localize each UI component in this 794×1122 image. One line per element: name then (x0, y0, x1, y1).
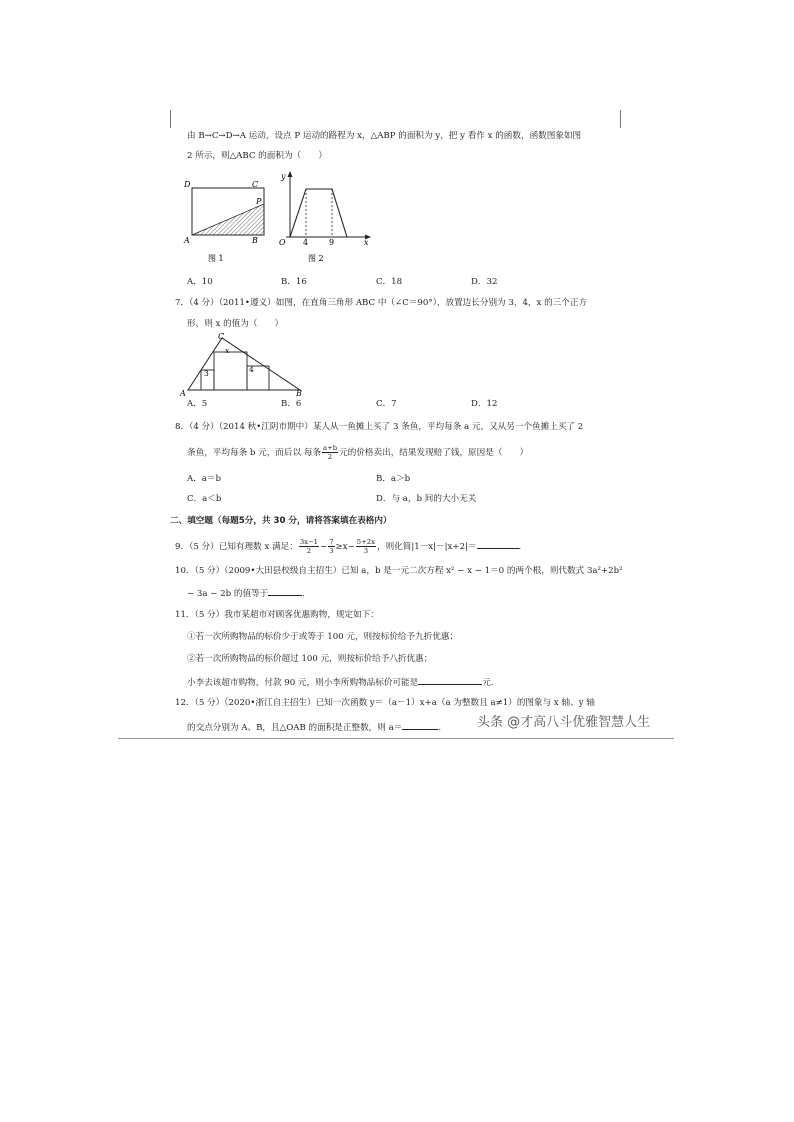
q12-text-line2-start: 的交点分别为 A、B，且△OAB 的面积是正整数，则 a＝ (187, 723, 403, 733)
q8-text-line2-end: 元的价格卖出，结果发现赔了钱，原因是（ ） (339, 448, 529, 458)
q12-text-line1: 12．（5 分）（2020•浙江自主招生）已知一次函数 y＝（a－1）x+a（a 为整数且 a≠1）的图象与 x 轴、y 轴 (175, 698, 595, 708)
q6-figure-2 (276, 168, 376, 272)
right-triangle-abc (188, 338, 300, 390)
section-2-heading: 二、填空题（每题5分，共 30 分，请将答案填在表格内） (170, 516, 392, 526)
q12-period: ． (438, 723, 447, 733)
label-A: A (180, 389, 186, 398)
q6-option-d: D．32 (471, 277, 498, 287)
q11-unit: 元． (482, 678, 500, 688)
label-A: A (184, 236, 190, 245)
axis-label-y: y (281, 172, 286, 181)
q6-option-a: A．10 (187, 277, 213, 287)
figure-1-caption: 图 1 (208, 254, 224, 263)
q9-fraction-1-denominator: 2 (306, 547, 312, 555)
q8-option-c: C．a＜b (187, 494, 222, 504)
q6-option-b: B．16 (281, 277, 307, 287)
label-4: 4 (249, 365, 254, 374)
label-x: x (225, 346, 230, 355)
label-C: C (252, 180, 259, 189)
q7-text-line2: 形，则 x 的值为（ ） (187, 319, 284, 329)
q12-answer-blank[interactable] (402, 720, 438, 730)
q9-text-mid: ≥x− (335, 542, 355, 552)
q8-text-line2 (187, 444, 528, 461)
q6-figure-1 (176, 170, 276, 270)
corner-mark-top-left (170, 110, 171, 128)
q9-fraction-3-numerator: 5+2x (356, 538, 375, 546)
label-D: D (184, 180, 191, 189)
q8-text-line1: 8．（4 分）（2014 秋•江阴市期中）某人从一鱼摊上买了 3 条鱼，平均每条 a 元，又从另一个鱼摊上买了 2 (175, 422, 584, 432)
q9-fraction-2-denominator: 3 (329, 547, 334, 555)
q10-text-line2-start: − 3a − 2b 的值等于 (187, 589, 269, 599)
q8-text-line2-start: 条鱼，平均每条 b 元，而后以 每条 (187, 448, 322, 458)
q9-text-start: 9．（5 分）已知有理数 x 满足： (175, 542, 298, 552)
function-graph (290, 189, 347, 237)
label-3: 3 (204, 369, 209, 378)
watermark-text: 头条 @才高八斗优雅智慧人生 (477, 715, 651, 730)
corner-mark-top-right (620, 110, 621, 128)
q9-fraction-3 (356, 538, 376, 555)
q9-answer-blank[interactable] (477, 539, 519, 549)
q9-operator: − (320, 542, 328, 552)
q6-option-c: C．18 (376, 277, 403, 287)
q7-option-b: B．6 (281, 399, 302, 409)
q6-text-line2: 2 所示，则△ABC 的面积为（ ） (187, 151, 327, 161)
q9-text (175, 538, 527, 555)
q9-fraction-2-numerator: 7 (329, 538, 334, 546)
figure-2-caption: 图 2 (308, 254, 324, 263)
q10-answer-blank[interactable] (268, 586, 302, 596)
q8-fraction-numerator: a+b (323, 444, 338, 452)
q7-option-a: A．5 (187, 399, 208, 409)
q9-fraction-3-denominator: 3 (363, 547, 369, 555)
label-B: B (252, 236, 258, 245)
q8-fraction-denominator: 2 (327, 453, 333, 461)
q10-text-line1: 10．（5 分）（2009•大田县校级自主招生）已知 a，b 是一元二次方程 x² − x − 1＝0 的两个根，则代数式 3a²+2b² (175, 566, 623, 576)
q7-option-d: D．12 (471, 399, 498, 409)
q9-text-end: ，则化简|1－x|－|x+2|＝ (376, 542, 477, 552)
q11-rule-2: ②若一次所购物品的标价超过 100 元，则按标价给予八折优惠； (187, 654, 433, 664)
q9-period: ． (518, 542, 528, 552)
q8-fraction (322, 444, 338, 461)
q8-option-d: D．与 a，b 间的大小无关 (376, 494, 477, 504)
tick-label-9: 9 (329, 238, 335, 247)
q11-text-line4 (187, 675, 499, 689)
q8-option-a: A．a＝b (187, 474, 222, 484)
origin-label: O (279, 238, 286, 247)
q7-option-c: C．7 (376, 399, 397, 409)
q8-option-b: B．a＞b (376, 474, 411, 484)
q12-text-line2 (187, 720, 447, 734)
q11-text-line4-start: 小李去该超市购物，付款 90 元，则小李所购物品标价可能是 (187, 678, 419, 688)
label-C: C (218, 332, 225, 341)
q10-period: ． (302, 589, 311, 599)
label-P: P (256, 197, 262, 206)
square-x (214, 352, 247, 390)
q6-text-line1: 由 B→C→D→A 运动，设点 P 运动的路程为 x，△ABP 的面积为 y，把 y 看作 x 的函数，函数图象如图 (187, 131, 582, 141)
q10-text-line2 (187, 586, 311, 600)
q9-fraction-2 (328, 538, 334, 555)
page-bottom-rule (118, 738, 674, 739)
tick-label-4: 4 (303, 238, 309, 247)
axis-label-x: x (364, 238, 369, 247)
q11-rule-1: ①若一次所购物品的标价少于或等于 100 元，则按标价给予九折优惠； (187, 632, 459, 642)
q9-fraction-1 (299, 538, 319, 555)
q11-answer-blank[interactable] (418, 675, 482, 685)
label-B: B (296, 389, 302, 398)
q7-text-line1: 7．（4 分）（2011•遵义）如图，在直角三角形 ABC 中（∠C＝90°），放置边长分别为 3，4，x 的三个正方 (175, 298, 588, 308)
y-axis-arrow (288, 171, 293, 177)
q7-figure-triangle-squares (176, 332, 310, 398)
shaded-triangle-abp (192, 204, 264, 235)
q9-fraction-1-numerator: 3x−1 (299, 538, 318, 546)
q11-text-line1: 11．（5 分）我市某超市对顾客优惠购物，规定如下： (175, 610, 379, 620)
